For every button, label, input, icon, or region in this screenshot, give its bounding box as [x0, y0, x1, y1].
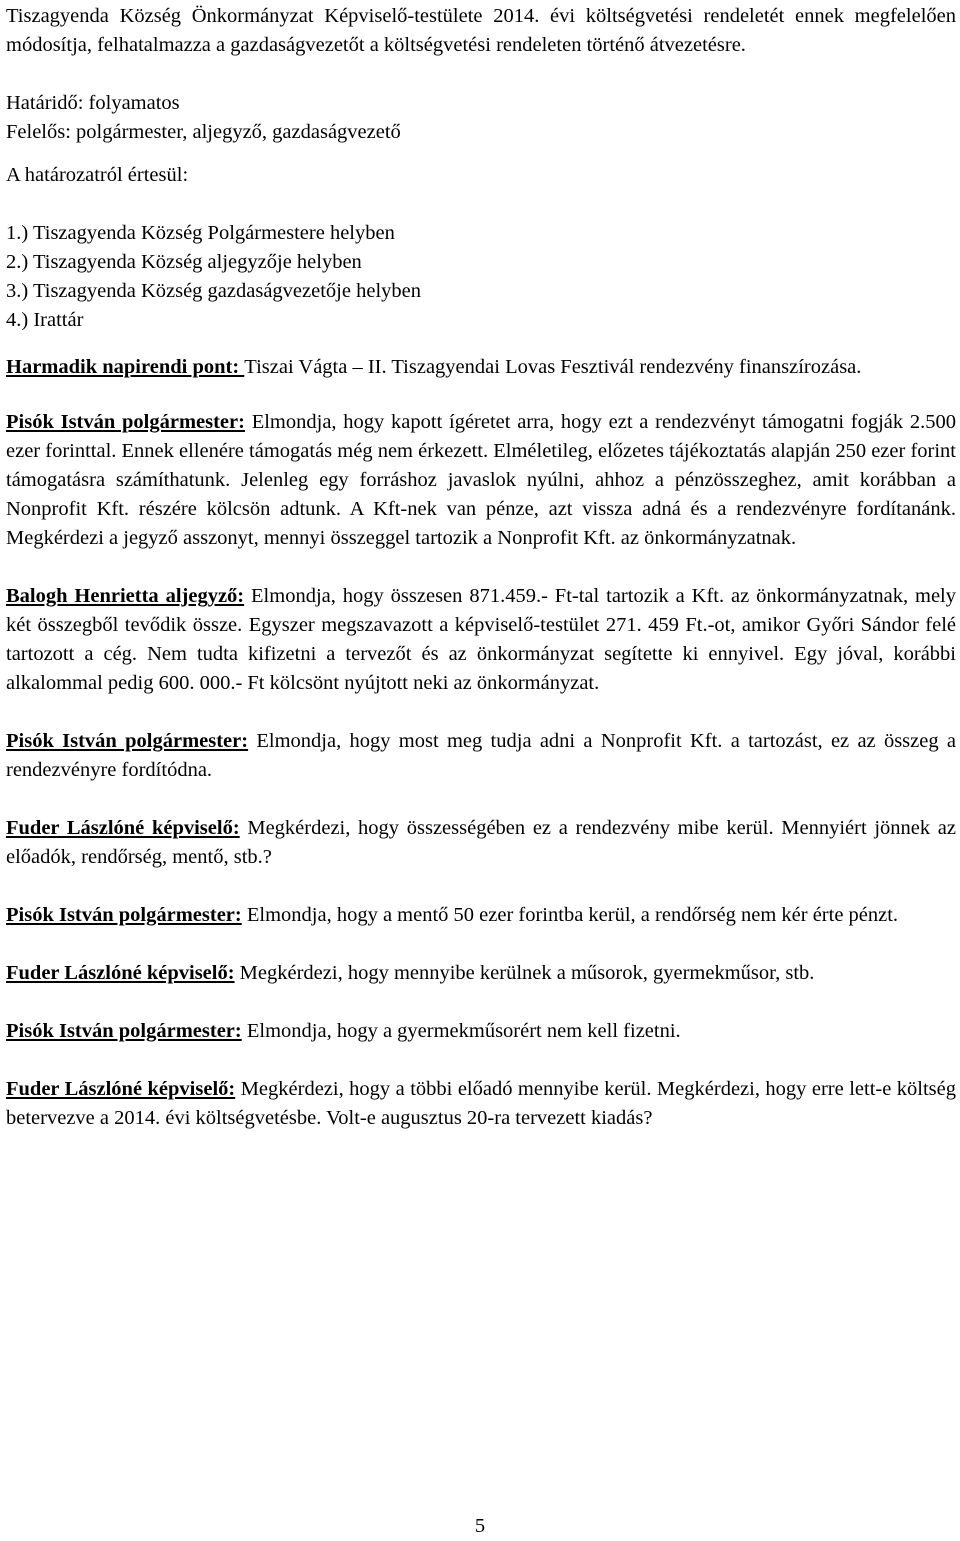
minutes-paragraph	[6, 959, 956, 988]
minutes-paragraph	[6, 727, 956, 785]
speech-text: Megkérdezi, hogy a többi előadó mennyibe kerül. Megkérdezi, hogy erre lett-e költség betervezve a 2014. évi költségvetésbe. Volt-e augusztus 20-ra tervezett kiadás?	[6, 1078, 956, 1129]
speaker-label: Pisók István polgármester:	[6, 904, 242, 926]
document-page	[6, 2, 956, 1133]
speech-text: Elmondja, hogy a gyermekműsorért nem kell fizetni.	[241, 1020, 681, 1042]
agenda-label: Harmadik napirendi pont:	[6, 356, 245, 378]
minutes-paragraph	[6, 1017, 956, 1046]
speech-text: Elmondja, hogy kapott ígéretet arra, hogy ezt a rendezvényt támogatni fogják 2.500 ezer forinttal. Ennek ellenére támogatás még nem érkezett. Elméletileg, előzetes tájékoztatás alapján 250 ezer forint támogatásra számíthatunk. Jelenleg egy forráshoz javaslok nyúlni, ahhoz a pénzösszeghez, amit korábban a Nonprofit Kft. részére kölcsön adtunk. A Kft-nek van pénze, azt vissza adná és a rendezvényre fordítanánk. Megkérdezi a jegyző asszonyt, mennyi összeggel tartozik a Nonprofit Kft. az önkormányzatnak.	[6, 411, 956, 549]
intro-paragraph: Tiszagyenda Község Önkormányzat Képviselő-testülete 2014. évi költségvetési rendeletét ennek megfelelően módosítja, felhatalmazza a gazdaságvezetőt a költségvetési rendeleten történő átvezetésre.	[6, 5, 956, 56]
speaker-label: Fuder Lászlóné képviselő:	[6, 962, 235, 984]
speaker-label: Pisók István polgármester:	[6, 411, 245, 433]
notified-list	[6, 219, 956, 335]
speech-text: Elmondja, hogy most meg tudja adni a Nonprofit Kft. a tartozást, ez az összeg a rendezvényre fordítódna.	[6, 730, 956, 781]
agenda-item	[6, 353, 956, 382]
speaker-label: Pisók István polgármester:	[6, 1020, 242, 1042]
speaker-label: Fuder Lászlóné képviselő:	[6, 817, 240, 839]
notified-list-item: 4.) Irattár	[6, 309, 84, 331]
minutes-paragraph	[6, 901, 956, 930]
speaker-label: Balogh Henrietta aljegyző:	[6, 585, 245, 607]
speech-text: Elmondja, hogy összesen 871.459.- Ft-tal tartozik a Kft. az önkormányzatnak, mely két összegből tevődik össze. Egyszer megszavazott a képviselő-testület 271. 459 Ft.-ot, amikor Győri Sándor felé tartozott a cég. Nem tudta kifizetni a tervezőt és az önkormányzat segítette ki ennyivel. Egy jóval, korábbi alkalommal pedig 600. 000.- Ft kölcsönt nyújtott neki az önkormányzat.	[6, 585, 956, 694]
responsible-line: Felelős: polgármester, aljegyző, gazdaságvezető	[6, 121, 401, 143]
notified-list-item: 2.) Tiszagyenda Község aljegyzője helyben	[6, 251, 362, 273]
minutes-paragraph	[6, 1075, 956, 1133]
speaker-label: Pisók István polgármester:	[6, 730, 249, 752]
minutes-paragraph	[6, 408, 956, 553]
speech-text: Elmondja, hogy a mentő 50 ezer forintba kerül, a rendőrség nem kér érte pénzt.	[241, 904, 899, 926]
speaker-label: Fuder Lászlóné képviselő:	[6, 1078, 236, 1100]
agenda-text: Tiszai Vágta – II. Tiszagyendai Lovas Fesztivál rendezvény finanszírozása.	[244, 356, 862, 378]
minutes-paragraph	[6, 814, 956, 872]
notified-list-item: 1.) Tiszagyenda Község Polgármestere helyben	[6, 222, 395, 244]
speech-text: Megkérdezi, hogy mennyibe kerülnek a műsorok, gyermekműsor, stb.	[234, 962, 815, 984]
speech-text: Megkérdezi, hogy összességében ez a rendezvény mibe kerül. Mennyiért jönnek az előadók, rendőrség, mentő, stb.?	[6, 817, 956, 868]
deadline-line: Határidő: folyamatos	[6, 92, 180, 114]
notified-list-item: 3.) Tiszagyenda Község gazdaságvezetője helyben	[6, 280, 421, 302]
notified-header: A határozatról értesül:	[6, 164, 189, 186]
page-number: 5	[474, 1515, 486, 1537]
minutes-paragraph	[6, 582, 956, 698]
